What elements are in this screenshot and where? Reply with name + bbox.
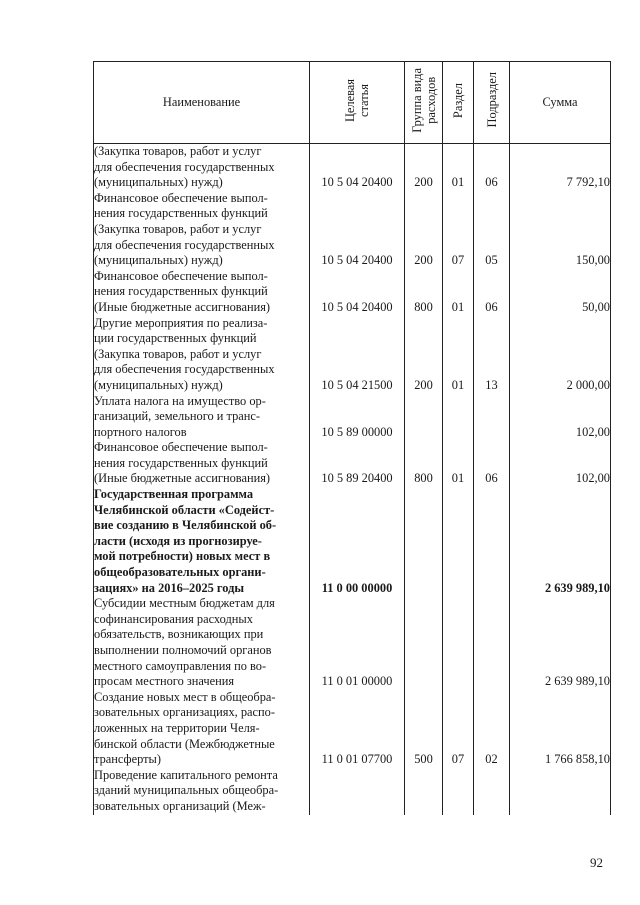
- row-name-line: Уплата налога на имущество ор-: [94, 393, 266, 408]
- row-name-line: местного самоуправления по во-: [94, 658, 267, 673]
- row-subsection: [474, 487, 510, 596]
- row-section: [443, 487, 474, 596]
- row-name-line: (муниципальных) нужд): [94, 175, 223, 190]
- table-row: [94, 269, 611, 316]
- row-name: [94, 768, 310, 815]
- row-name-line: обязательств, возникающих при: [94, 627, 264, 642]
- row-name-line: (муниципальных) нужд): [94, 253, 223, 268]
- row-group: [405, 596, 443, 690]
- row-name: [94, 487, 310, 596]
- row-name-line: зовательных организациях, распо-: [94, 705, 276, 720]
- row-subsection: [474, 394, 510, 441]
- row-subsection: 13: [474, 316, 510, 394]
- row-name-line: софинансирования расходных: [94, 611, 253, 626]
- row-sum: 2 639 989,10: [510, 596, 611, 690]
- row-name-line: (Иные бюджетные ассигнования): [94, 299, 271, 314]
- header-name: Наименование: [94, 62, 310, 144]
- row-target-code: 10 5 04 21500: [310, 316, 405, 394]
- table-row: [94, 144, 611, 191]
- row-name-line: (Закупка товаров, работ и услуг: [94, 144, 262, 158]
- row-name-line: Проведение капитального ремонта: [94, 767, 278, 782]
- row-name: [94, 191, 310, 269]
- row-section: 01: [443, 144, 474, 191]
- row-sum: 7 792,10: [510, 144, 611, 191]
- row-name-line: трансферты): [94, 752, 161, 767]
- table-header-row: [94, 62, 611, 144]
- row-subsection: 06: [474, 144, 510, 191]
- row-target-code: 11 0 00 00000: [310, 487, 405, 596]
- row-name-line: Субсидии местным бюджетам для: [94, 596, 275, 611]
- row-subsection: 06: [474, 440, 510, 487]
- row-group: 800: [405, 269, 443, 316]
- row-section: 07: [443, 191, 474, 269]
- row-name-line: портного налогов: [94, 424, 187, 439]
- row-group: [405, 487, 443, 596]
- row-name-line: ложенных на территории Челя-: [94, 720, 260, 735]
- row-name: [94, 690, 310, 768]
- row-name: [94, 394, 310, 441]
- row-target-code: [310, 768, 405, 815]
- header-subsection: Подраздел: [474, 62, 510, 144]
- row-subsection: [474, 596, 510, 690]
- row-name-line: ласти (исходя из прогнозируе-: [94, 533, 262, 548]
- row-name-line: (Закупка товаров, работ и услуг: [94, 346, 262, 361]
- header-sum: Сумма: [510, 62, 611, 144]
- row-sum: 150,00: [510, 191, 611, 269]
- row-name-line: бинской области (Межбюджетные: [94, 736, 275, 751]
- row-name-line: Финансовое обеспечение выпол-: [94, 268, 268, 283]
- table-row: [94, 487, 611, 596]
- table-row: [94, 596, 611, 690]
- table-row: [94, 440, 611, 487]
- row-name-line: выполнении полномочий органов: [94, 643, 272, 657]
- row-group: 200: [405, 191, 443, 269]
- row-target-code: 10 5 04 20400: [310, 144, 405, 191]
- row-group: 200: [405, 144, 443, 191]
- row-group: 800: [405, 440, 443, 487]
- row-name-line: Создание новых мест в общеобра-: [94, 689, 276, 704]
- row-name-line: Другие мероприятия по реализа-: [94, 315, 268, 330]
- row-name: [94, 316, 310, 394]
- row-sum: 50,00: [510, 269, 611, 316]
- table-row: [94, 768, 611, 815]
- header-group: Группа вида расходов: [405, 62, 443, 144]
- row-sum: 2 000,00: [510, 316, 611, 394]
- row-name-line: (муниципальных) нужд): [94, 377, 223, 392]
- row-section: [443, 768, 474, 815]
- row-section: [443, 394, 474, 441]
- row-name-line: общеобразовательных органи-: [94, 565, 266, 580]
- table-body: [94, 144, 611, 815]
- row-name: [94, 440, 310, 487]
- header-section: Раздел: [443, 62, 474, 144]
- row-name-line: зовательных организаций (Меж-: [94, 798, 266, 813]
- row-target-code: 11 0 01 00000: [310, 596, 405, 690]
- budget-table: [93, 61, 611, 815]
- row-name-line: Государственная программа: [94, 487, 254, 502]
- row-group: 500: [405, 690, 443, 768]
- row-name: [94, 269, 310, 316]
- row-name-line: нения государственных функций: [94, 206, 268, 221]
- row-subsection: 06: [474, 269, 510, 316]
- row-name-line: для обеспечения государственных: [94, 237, 275, 252]
- row-sum: 102,00: [510, 440, 611, 487]
- row-name: [94, 144, 310, 191]
- row-name-line: мой потребности) новых мест в: [94, 549, 271, 564]
- row-subsection: 02: [474, 690, 510, 768]
- row-name: [94, 596, 310, 690]
- row-name-line: просам местного значения: [94, 674, 235, 689]
- row-name-line: Финансовое обеспечение выпол-: [94, 440, 268, 455]
- row-target-code: 10 5 89 00000: [310, 394, 405, 441]
- table-row: [94, 191, 611, 269]
- row-sum: 2 639 989,10: [510, 487, 611, 596]
- page-number: 92: [590, 855, 603, 870]
- row-section: 01: [443, 440, 474, 487]
- header-target: Целевая статья: [310, 62, 405, 144]
- row-name-line: (Закупка товаров, работ и услуг: [94, 221, 262, 236]
- row-subsection: [474, 768, 510, 815]
- row-target-code: 10 5 89 20400: [310, 440, 405, 487]
- table-row: [94, 316, 611, 394]
- row-section: 01: [443, 269, 474, 316]
- row-section: [443, 596, 474, 690]
- row-name-line: для обеспечения государственных: [94, 159, 275, 174]
- row-target-code: 10 5 04 20400: [310, 269, 405, 316]
- row-target-code: 10 5 04 20400: [310, 191, 405, 269]
- row-group: 200: [405, 316, 443, 394]
- row-name-line: Челябинской области «Содейст-: [94, 502, 275, 517]
- row-group: [405, 394, 443, 441]
- table-row: [94, 394, 611, 441]
- row-group: [405, 768, 443, 815]
- row-name-line: ганизаций, земельного и транс-: [94, 409, 261, 424]
- row-target-code: 11 0 01 07700: [310, 690, 405, 768]
- row-sum: [510, 768, 611, 815]
- row-section: 01: [443, 316, 474, 394]
- row-sum: 102,00: [510, 394, 611, 441]
- row-name-line: зациях» на 2016–2025 годы: [94, 580, 245, 595]
- row-sum: 1 766 858,10: [510, 690, 611, 768]
- row-name-line: для обеспечения государственных: [94, 362, 275, 377]
- row-name-line: зданий муниципальных общеобра-: [94, 783, 279, 798]
- row-section: 07: [443, 690, 474, 768]
- row-name-line: ции государственных функций: [94, 331, 257, 346]
- table-row: [94, 690, 611, 768]
- row-name-line: нения государственных функций: [94, 455, 268, 470]
- row-name-line: нения государственных функций: [94, 284, 268, 299]
- row-name-line: (Иные бюджетные ассигнования): [94, 471, 271, 486]
- row-name-line: вие созданию в Челябинской об-: [94, 518, 277, 533]
- row-name-line: Финансовое обеспечение выпол-: [94, 190, 268, 205]
- row-subsection: 05: [474, 191, 510, 269]
